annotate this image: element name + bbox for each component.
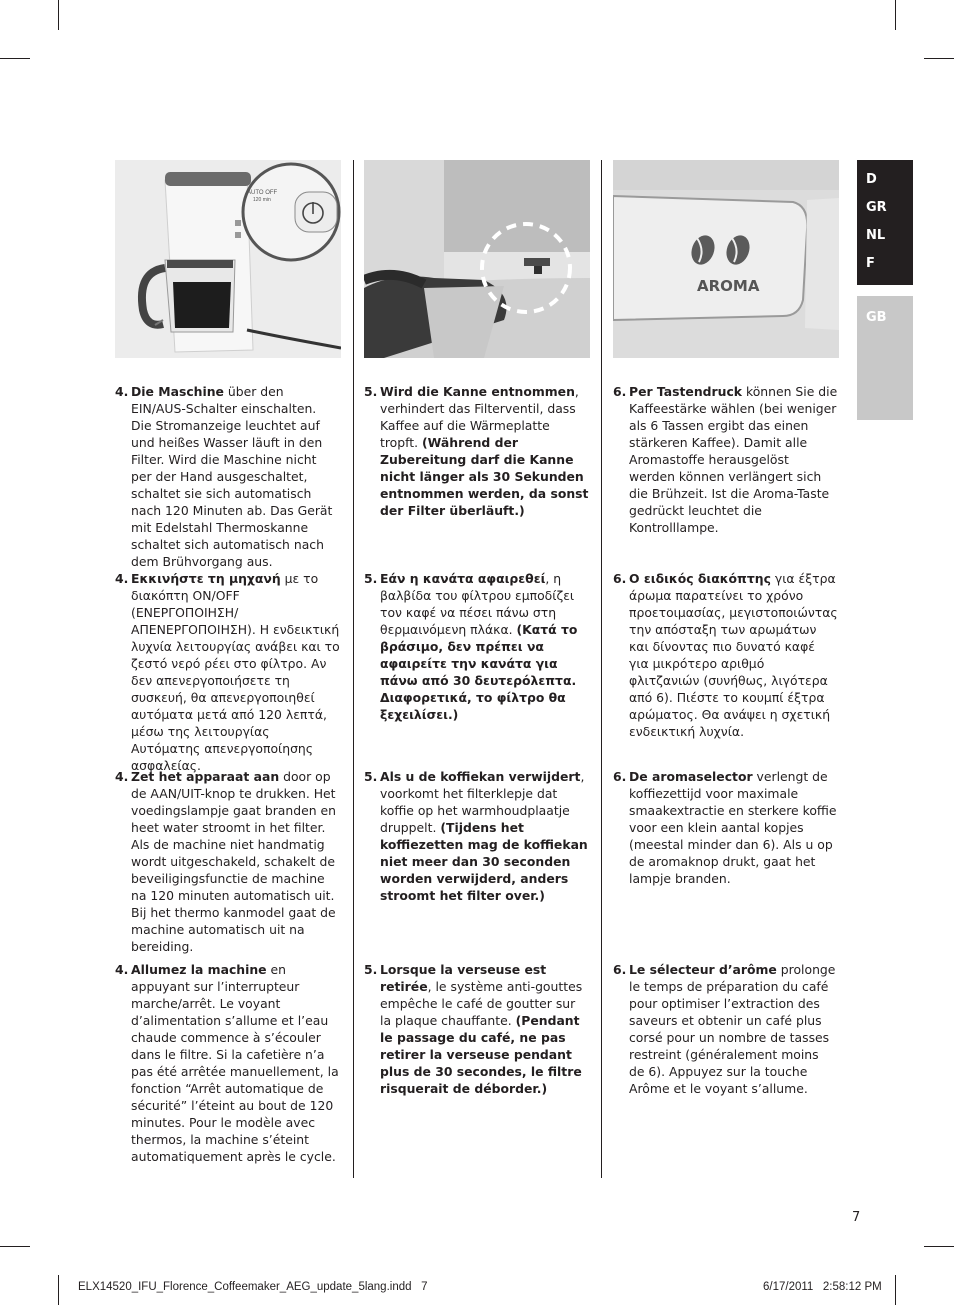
step-lead: Le sélecteur d’arôme bbox=[629, 962, 777, 977]
instruction-block-f-4 bbox=[115, 961, 340, 1165]
step-text: με το διακόπτη ON/OFF (ΕΝΕΡΓΟΠΟΙΗΣΗ/ΑΠΕΝΕΡΓΟΠΟΙΗΣΗ). Η ενδεικτική λυχνία λειτουργίας ανάβει και το ζεστό νερό ρέει στο φίλτρο. Αν δεν απενεργοποιήσετε τη συσκευή, θα απενεργοποιηθεί αυτόματα μετά από 120 λεπτά, μέσω της λειτουργίας Αυτόματης απενεργοποίησης ασφαλείας. bbox=[131, 571, 340, 773]
step-text: door op de AAN/UIT-knop te drukken. Het voedingslampje gaat branden en heet water stroomt in het filter. Als de machine niet handmatig wordt uitgeschakeld, schakelt de beveiligingsfunctie de machine na 120 minuten automatisch uit. Bij het thermo kanmodel gaat de machine automatisch uit na bereiding. bbox=[131, 769, 337, 954]
aroma-button-label: AROMA bbox=[697, 277, 760, 295]
lang-tab-gb: GB bbox=[866, 310, 887, 325]
step-lead: Die Maschine bbox=[131, 384, 224, 399]
crop-mark bbox=[895, 0, 896, 30]
instruction-block-f-5 bbox=[364, 961, 589, 1097]
step-number: 4. bbox=[115, 571, 129, 586]
crop-mark bbox=[924, 58, 954, 59]
step-number: 5. bbox=[364, 769, 378, 784]
instruction-block-nl-5 bbox=[364, 768, 589, 904]
lang-tab-d: D bbox=[866, 172, 877, 187]
language-tab-inactive bbox=[857, 296, 913, 420]
step-text: über den EIN/AUS-Schalter einschalten. Die Stromanzeige leuchtet auf und heißes Wasser läuft in den Filter. Wird die Maschine nicht per der Hand ausgeschaltet, schaltet sie sich automatisch nach 120 Minuten ab. Das Gerät mit Edelstahl Thermoskanne schaltet sich automatisch nach dem Brühvorgang aus. bbox=[131, 384, 333, 569]
crop-mark bbox=[0, 1246, 30, 1247]
step-note: (Κατά το βράσιμο, δεν πρέπει να αφαιρείτε την κανάτα για πάνω από 30 δευτερόλεπτα. Διαφορετικά, το φίλτρο θα ξεχειλίσει.) bbox=[380, 622, 578, 722]
crop-mark bbox=[0, 58, 30, 59]
step-text: , η βαλβίδα του φίλτρου εμποδίζει τον καφέ να πέσει πάνω στη θερμαινόμενη πλάκα. bbox=[380, 571, 575, 637]
page-number: 7 bbox=[852, 1210, 861, 1225]
lang-tab-f: F bbox=[866, 256, 875, 271]
instruction-block-d-6 bbox=[613, 383, 838, 536]
step-note: (Während der Zubereitung darf die Kanne nicht länger als 30 Sekunden entnommen werden, da sonst der Filter überläuft.) bbox=[380, 435, 589, 518]
column-divider bbox=[601, 160, 602, 1178]
step-text: για έξτρα άρωμα παρατείνει το χρόνο προετοιμασίας, μεγιστοποιώντας την απόσταξη των αρωμάτων και δίνοντας πιο δυνατό καφέ για μικρότερο αριθμό φλιτζανιών (συνήθως, λιγότερα από 6). Πιέστε το κουμπί έξτρα αρώματος. Θα ανάψει η σχετική ενδεικτική λυχνία. bbox=[629, 571, 838, 739]
step-text: , verhindert das Filterventil, dass Kaffee auf die Wärmeplatte tropft. bbox=[380, 384, 579, 450]
crop-mark bbox=[58, 0, 59, 30]
footer-file-name: ELX14520_IFU_Florence_Coffeemaker_AEG_update_5lang.indd 7 bbox=[78, 1281, 428, 1293]
step-text: prolonge le temps de préparation du café pour optimiser l’extraction des saveurs et obtenir un café plus corsé pour un nombre de tasses restreint (généralement moins de 6). Appuyez sur la touche Arôme et le voyant s’allume. bbox=[629, 962, 836, 1096]
step-number: 6. bbox=[613, 571, 627, 586]
filter-valve-illustration bbox=[364, 160, 590, 358]
instruction-block-d-5 bbox=[364, 383, 589, 519]
step-text: verlengt de koffiezettijd voor maximale smaakextractie en sterkere koffie voor een klein aantal kopjes (meestal minder dan 6). Als u op de aromaknop drukt, gaat het lampje branden. bbox=[629, 769, 837, 886]
aroma-button-photo bbox=[613, 160, 839, 358]
step-text: , le système anti-gouttes empêche le café de goutter sur la plaque chauffante. bbox=[380, 979, 583, 1028]
instruction-block-gr-4 bbox=[115, 570, 340, 774]
step-lead: Εάν η κανάτα αφαιρεθεί bbox=[380, 571, 546, 586]
filter-valve-photo bbox=[364, 160, 590, 358]
crop-mark bbox=[58, 1275, 59, 1305]
step-lead: Zet het apparaat aan bbox=[131, 769, 280, 784]
instruction-block-gr-6 bbox=[613, 570, 838, 740]
step-lead: Ο ειδικός διακόπτης bbox=[629, 571, 771, 586]
step-number: 4. bbox=[115, 962, 129, 977]
step-lead: Εκκινήστε τη μηχανή bbox=[131, 571, 281, 586]
auto-off-label: AUTO OFF bbox=[247, 190, 278, 196]
instruction-block-f-6 bbox=[613, 961, 838, 1097]
crop-mark bbox=[895, 1275, 896, 1305]
footer-datetime: 6/17/2011 2:58:12 PM bbox=[763, 1281, 882, 1293]
step-number: 5. bbox=[364, 571, 378, 586]
step-lead: Als u de koffiekan verwijdert bbox=[380, 769, 581, 784]
step-lead: Allumez la machine bbox=[131, 962, 267, 977]
coffee-maker-illustration bbox=[115, 160, 341, 358]
lang-tab-nl: NL bbox=[866, 228, 886, 243]
step-number: 6. bbox=[613, 384, 627, 399]
instruction-block-gr-5 bbox=[364, 570, 589, 723]
coffee-maker-power-switch-photo bbox=[115, 160, 341, 358]
column-divider bbox=[353, 160, 354, 1178]
lang-tab-gr: GR bbox=[866, 200, 887, 215]
step-lead: Wird die Kanne entnommen bbox=[380, 384, 575, 399]
instruction-block-nl-4 bbox=[115, 768, 340, 955]
step-number: 5. bbox=[364, 384, 378, 399]
step-number: 6. bbox=[613, 769, 627, 784]
step-note: (Tijdens het koffiezetten mag de koffiekan niet meer dan 30 seconden worden verwijderd, anders stroomt het filter over.) bbox=[380, 820, 588, 903]
aroma-button-illustration bbox=[613, 160, 839, 358]
step-text: , voorkomt het filterklepje dat koffie op het warmhoudplaatje druppelt. bbox=[380, 769, 585, 835]
instruction-block-nl-6 bbox=[613, 768, 838, 887]
step-note: (Pendant le passage du café, ne pas retirer la verseuse pendant plus de 30 secondes, le filtre risquerait de déborder.) bbox=[380, 1013, 582, 1096]
auto-off-minutes-label: 120 min bbox=[253, 197, 271, 203]
step-lead: De aromaselector bbox=[629, 769, 753, 784]
language-tabs-active bbox=[857, 160, 913, 285]
step-number: 4. bbox=[115, 384, 129, 399]
step-lead: Per Tastendruck bbox=[629, 384, 743, 399]
instruction-block-d-4 bbox=[115, 383, 340, 570]
step-text: en appuyant sur l’interrupteur marche/arrêt. Le voyant d’alimentation s’allume et l’eau chaude commence à s’écouler dans le filtre. Si la cafetière n’a pas été arrêtée manuellement, la fonction “Arrêt automatique de sécurité” l’éteint au bout de 120 minutes. Pour le modèle avec thermos, la machine s’éteint automatiquement après le cycle. bbox=[131, 962, 339, 1164]
crop-mark bbox=[924, 1246, 954, 1247]
step-number: 5. bbox=[364, 962, 378, 977]
step-lead: Lorsque la verseuse est retirée bbox=[380, 962, 547, 994]
step-number: 4. bbox=[115, 769, 129, 784]
step-text: können Sie die Kaffeestärke wählen (bei weniger als 6 Tassen ergibt das einen stärkeren Kaffee). Damit alle Aromastoffe herausgelöst werden können verlängert sich die Brühzeit. Ist die Aroma-Taste gedrückt leuchtet die Kontrolllampe. bbox=[629, 384, 838, 535]
step-number: 6. bbox=[613, 962, 627, 977]
